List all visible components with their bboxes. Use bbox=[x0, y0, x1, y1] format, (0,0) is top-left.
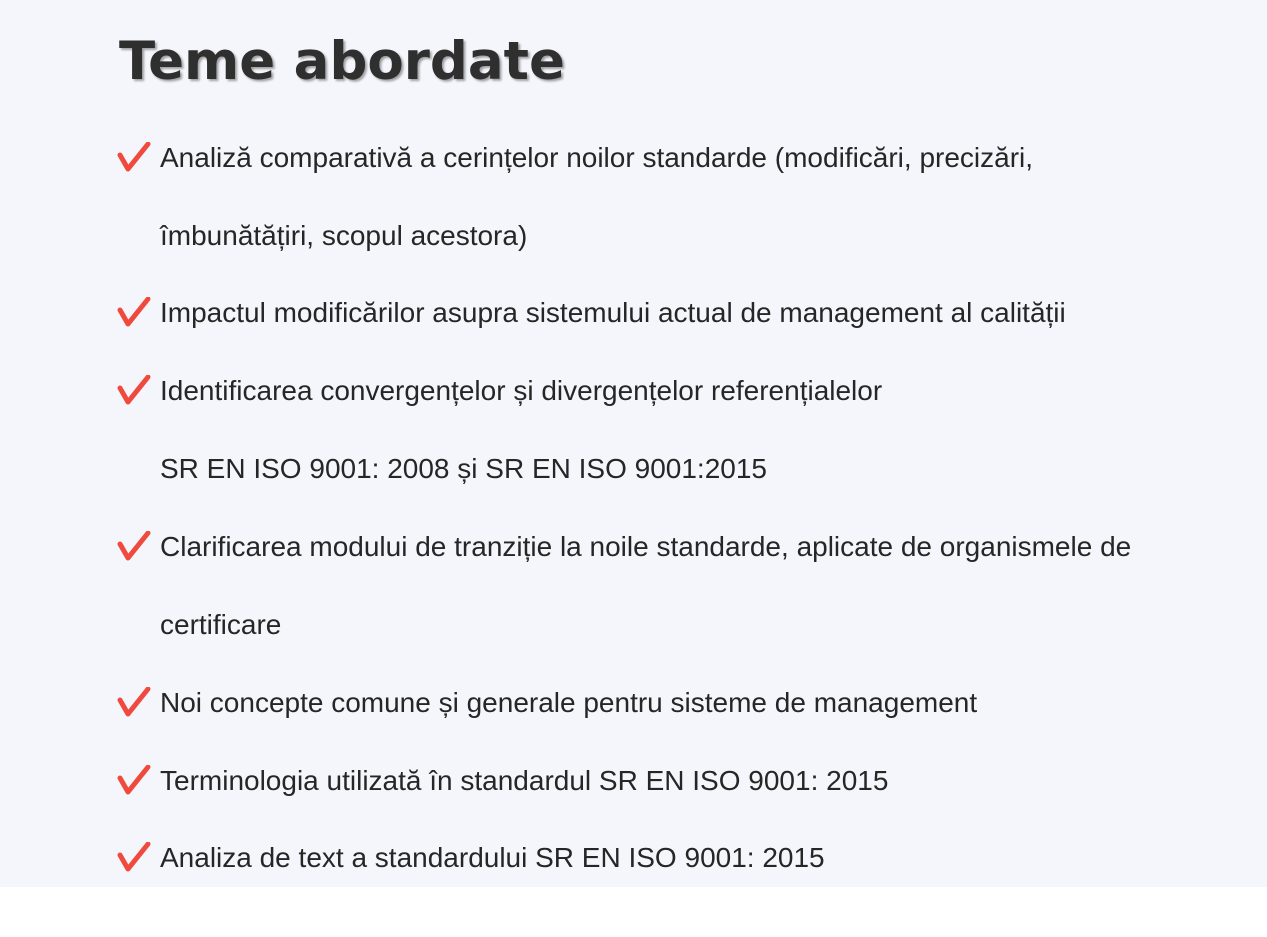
list-item bbox=[117, 529, 1237, 643]
item-text-line: SR EN ISO 9001: 2008 și SR EN ISO 9001:2015 bbox=[160, 453, 768, 484]
item-text-line: certificare bbox=[160, 609, 282, 640]
item-text-line: Impactul modificărilor asupra sistemului actual de management al calității bbox=[160, 297, 1066, 328]
list-item bbox=[117, 685, 1237, 721]
list-item bbox=[117, 295, 1237, 331]
list-item bbox=[117, 763, 1237, 799]
list-item bbox=[117, 840, 1237, 876]
item-text-line: Clarificarea modului de tranziție la noile standarde, aplicate de organismele de bbox=[160, 531, 1132, 562]
bottom-margin bbox=[0, 887, 1267, 937]
check-icon bbox=[117, 297, 151, 327]
item-text-line: Analiză comparativă a cerințelor noilor standarde (modificări, precizări, bbox=[160, 142, 1034, 173]
check-icon bbox=[117, 531, 151, 561]
item-text-line: Terminologia utilizată în standardul SR EN ISO 9001: 2015 bbox=[160, 765, 889, 796]
slide-title: Teme abordate bbox=[119, 31, 565, 92]
item-text-line: îmbunătățiri, scopul acestora) bbox=[160, 220, 528, 251]
check-icon bbox=[117, 687, 151, 717]
list-item bbox=[117, 140, 1237, 254]
check-icon bbox=[117, 142, 151, 172]
check-icon bbox=[117, 375, 151, 405]
check-icon bbox=[117, 842, 151, 872]
item-text-line: Noi concepte comune și generale pentru sisteme de management bbox=[160, 687, 978, 718]
check-icon bbox=[117, 765, 151, 795]
item-text-line: Analiza de text a standardului SR EN ISO 9001: 2015 bbox=[160, 842, 825, 873]
item-text-line: Identificarea convergențelor și divergențelor referențialelor bbox=[160, 375, 883, 406]
list-item bbox=[117, 373, 1237, 487]
